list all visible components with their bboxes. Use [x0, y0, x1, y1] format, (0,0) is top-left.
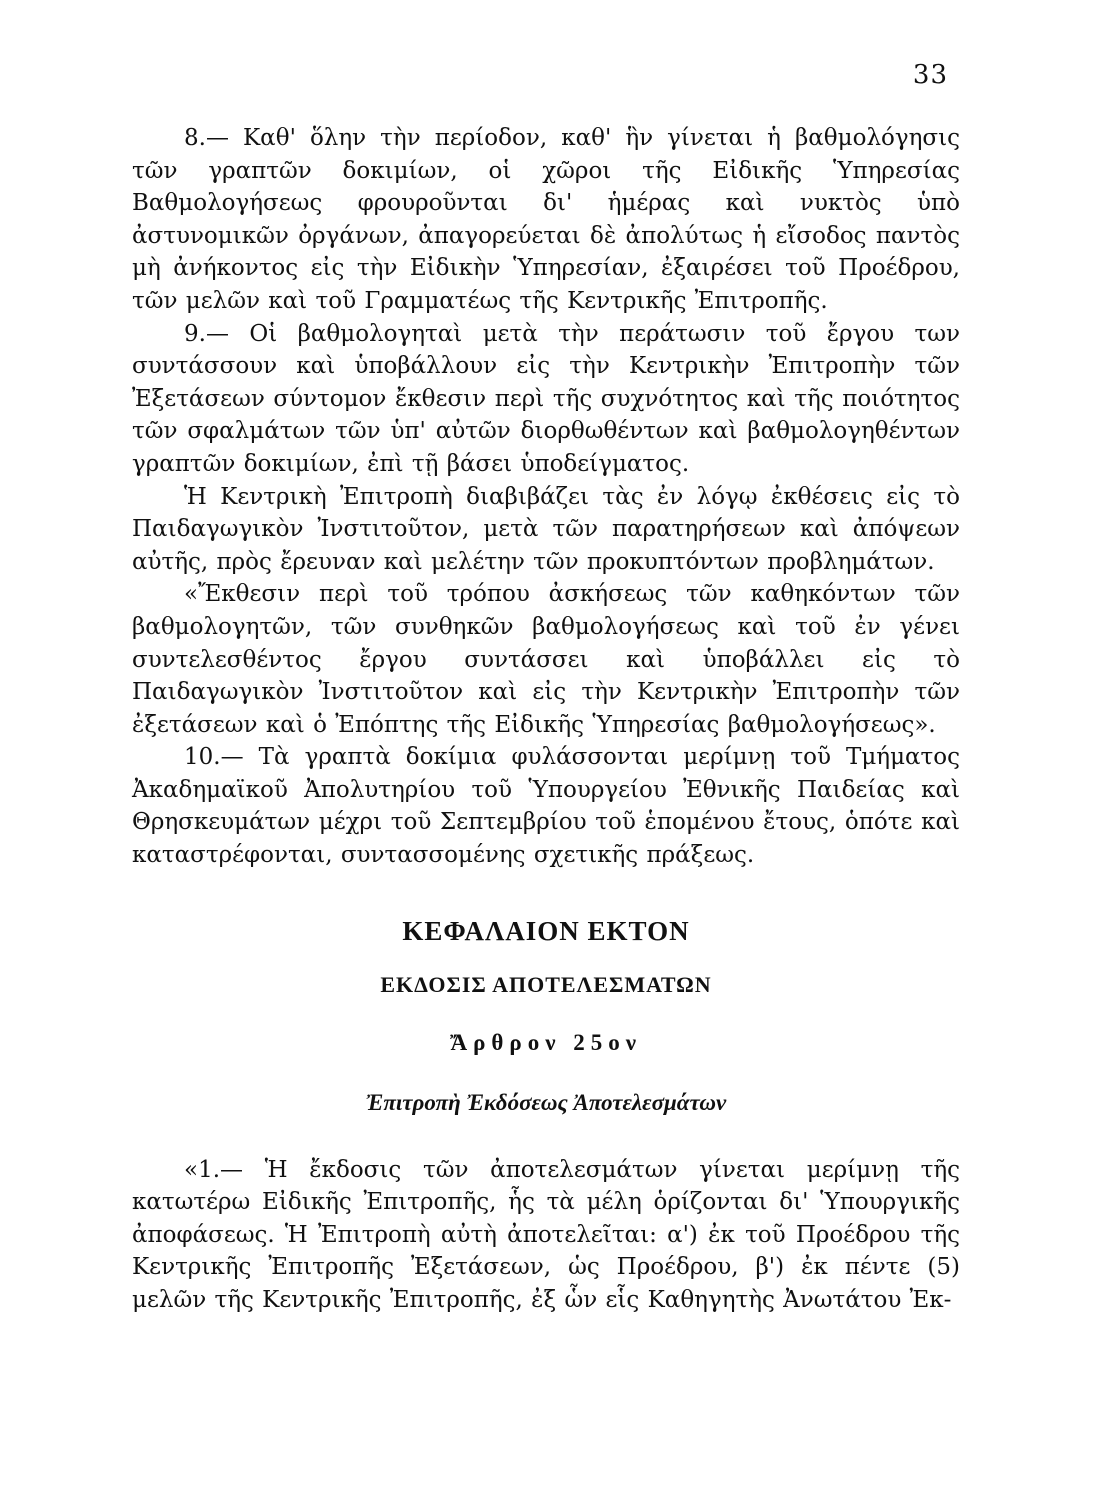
article-heading: Ἄρθρον 25ον: [449, 1029, 643, 1055]
page-body: [132, 122, 960, 1317]
paragraph-central-committee: Ἡ Κεντρικὴ Ἐπιτροπὴ διαβιβάζει τὰς ἐν λόγῳ ἐκθέσεις εἰς τὸ Παιδαγωγικὸν Ἰνστιτοῦτον, μετὰ τῶν παρατηρήσεων καὶ ἀπόψεων αὐτῆς, πρὸς ἔρευναν καὶ μελέτην τῶν προκυπτόντων προβλημάτων.: [132, 483, 960, 575]
article-subtitle: Ἐπιτροπὴ Ἐκδόσεως Ἀποτελεσμάτων: [365, 1089, 727, 1115]
paragraph-report: «Ἔκθεσιν περὶ τοῦ τρόπου ἀσκήσεως τῶν καθηκόντων τῶν βαθμολογητῶν, τῶν συνθηκῶν βαθμολογήσεως καὶ τοῦ ἐν γένει συντελεσθέντος ἔργου συντάσσει καὶ ὑποβάλλει εἰς τὸ Παιδαγωγικὸν Ἰνστιτοῦτον καὶ εἰς τὴν Κεντρικὴν Ἐπιτροπὴν τῶν ἐξετάσεων καὶ ὁ Ἐπόπτης τῆς Εἰδικῆς Ὑπηρεσίας βαθμολογήσεως».: [132, 581, 960, 738]
paragraph-8: 8.— Καθ' ὅλην τὴν περίοδον, καθ' ἣν γίνεται ἡ βαθμολόγησις τῶν γραπτῶν δοκιμίων, οἱ χῶροι τῆς Εἰδικῆς Ὑπηρεσίας Βαθμολογήσεως φρουροῦνται δι' ἡμέρας καὶ νυκτὸς ὑπὸ ἀστυνομικῶν ὀργάνων, ἀπαγορεύεται δὲ ἀπολύτως ἡ εἴσοδος παντὸς μὴ ἀνήκοντος εἰς τὴν Εἰδικὴν Ὑπηρεσίαν, ἐξαιρέσει τοῦ Προέδρου, τῶν μελῶν καὶ τοῦ Γραμματέως τῆς Κεντρικῆς Ἐπιτροπῆς.: [132, 125, 960, 314]
section-heading: ΕΚΔΟΣΙΣ ΑΠΟΤΕΛΕΣΜΑΤΩΝ: [380, 971, 712, 997]
section-spacer: [132, 872, 960, 914]
paragraph-10: 10.— Τὰ γραπτὰ δοκίμια φυλάσσονται μερίμνῃ τοῦ Τμήματος Ἀκαδημαϊκοῦ Ἀπολυτηρίου τοῦ Ὑπουργείου Ἐθνικῆς Παιδείας καὶ Θρησκευμάτων μέχρι τοῦ Σεπτεμβρίου τοῦ ἑπομένου ἔτους, ὁπότε καὶ καταστρέφονται, συντασσομένης σχετικῆς πράξεως.: [132, 744, 960, 869]
subtitle-spacer: [132, 1118, 960, 1154]
paragraph-article-25-1: «1.— Ἡ ἔκδοσις τῶν ἀποτελεσμάτων γίνεται μερίμνῃ τῆς κατωτέρω Εἰδικῆς Ἐπιτροπῆς, ἧς τὰ μέλη ὁρίζονται δι' Ὑπουργικῆς ἀποφάσεως. Ἡ Ἐπιτροπὴ αὐτὴ ἀποτελεῖται: α') ἐκ τοῦ Προέδρου τῆς Κεντρικῆς Ἐπιτροπῆς Ἐξετάσεων, ὡς Προέδρου, β') ἐκ πέντε (5) μελῶν τῆς Κεντρικῆς Ἐπιτροπῆς, ἐξ ὧν εἷς Καθηγητὴς Ἀνωτάτου Ἐκ-: [132, 1156, 960, 1314]
paragraph-9: 9.— Οἱ βαθμολογηταὶ μετὰ τὴν περάτωσιν τοῦ ἔργου των συντάσσουν καὶ ὑποβάλλουν εἰς τὴν Κεντρικὴν Ἐπιτροπὴν τῶν Ἐξετάσεων σύντομον ἔκθεσιν περὶ τῆς συχνότητος καὶ τῆς ποιότητος τῶν σφαλμάτων τῶν ὑπ' αὐτῶν διορθωθέντων καὶ βαθμολογηθέντων γραπτῶν δοκιμίων, ἐπὶ τῇ βάσει ὑποδείγματος.: [132, 320, 960, 477]
page-number: 33: [912, 60, 948, 90]
chapter-heading: ΚΕΦΑΛΑΙΟΝ ΕΚΤΟΝ: [402, 915, 690, 946]
